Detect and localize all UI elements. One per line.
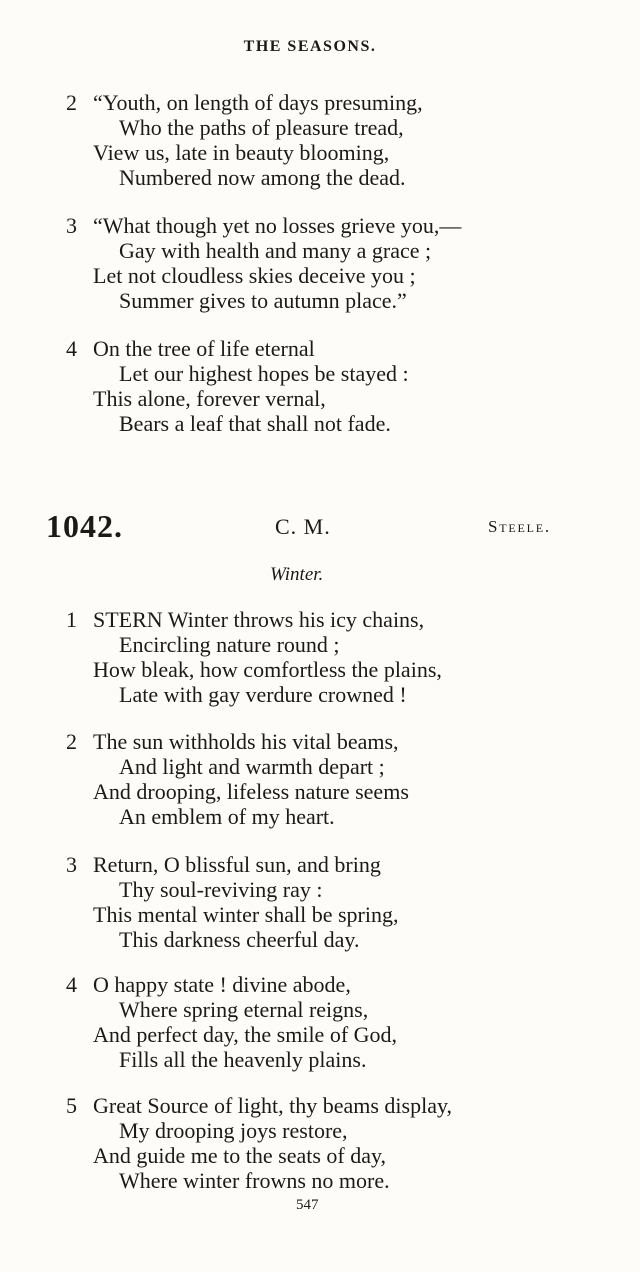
stanza-5: [66, 1093, 586, 1193]
stanza-4-top: [66, 336, 586, 436]
running-head: THE SEASONS.: [243, 38, 377, 55]
hymn-header: [0, 508, 640, 548]
stanza-line: How bleak, how comfortless the plains,: [93, 657, 442, 682]
stanza-line: This alone, forever vernal,: [93, 386, 326, 411]
stanza-line: View us, late in beauty blooming,: [93, 140, 390, 165]
stanza-line: This mental winter shall be spring,: [93, 902, 399, 927]
stanza-line: And guide me to the seats of day,: [93, 1143, 387, 1168]
stanza-number: 3: [66, 213, 77, 238]
stanza-number: 4: [66, 972, 77, 997]
stanza-line: Fills all the heavenly plains.: [119, 1047, 367, 1072]
stanza-line: This darkness cheerful day.: [119, 927, 360, 952]
stanza-number: 5: [66, 1093, 77, 1118]
stanza-number: 2: [66, 729, 77, 754]
stanza-line: Gay with health and many a grace ;: [119, 238, 432, 263]
stanza-number: 1: [66, 607, 77, 632]
hymn-author: Steele.: [488, 517, 551, 536]
hymn-meter: C. M.: [275, 514, 331, 539]
stanza-line: Let not cloudless skies deceive you ;: [93, 263, 416, 288]
stanza-line: Late with gay verdure crowned !: [119, 682, 407, 707]
stanza-line: And light and warmth depart ;: [119, 754, 385, 779]
stanza-line: An emblem of my heart.: [119, 804, 335, 829]
stanza-line: Encircling nature round ;: [119, 632, 340, 657]
stanza-2-top: [66, 90, 586, 190]
stanza-line: And drooping, lifeless nature seems: [93, 779, 409, 804]
stanza-line: Summer gives to autumn place.”: [119, 288, 407, 313]
hymn-subtitle: Winter.: [270, 564, 324, 585]
stanza-line: O happy state ! divine abode,: [93, 972, 351, 997]
stanza-line: “Youth, on length of days presuming,: [93, 90, 423, 115]
stanza-line: Let our highest hopes be stayed :: [119, 361, 409, 386]
stanza-line: The sun withholds his vital beams,: [93, 729, 399, 754]
hymn-number: 1042.: [46, 508, 123, 544]
stanza-line: Great Source of light, thy beams display,: [93, 1093, 453, 1118]
stanza-number: 3: [66, 852, 77, 877]
page-number: 547: [296, 1197, 319, 1213]
stanza-line: “What though yet no losses grieve you,—: [93, 213, 462, 238]
stanza-4: [66, 972, 586, 1072]
stanza-line: Numbered now among the dead.: [119, 165, 406, 190]
stanza-line: My drooping joys restore,: [119, 1118, 348, 1143]
stanza-line: Where winter frowns no more.: [119, 1168, 390, 1193]
stanza-3: [66, 852, 586, 952]
stanza-line: Thy soul-reviving ray :: [119, 877, 323, 902]
stanza-3-top: [66, 213, 586, 313]
stanza-line: Return, O blissful sun, and bring: [93, 852, 381, 877]
stanza-number: 2: [66, 90, 77, 115]
stanza-line: Who the paths of pleasure tread,: [119, 115, 404, 140]
stanza-1: [66, 607, 586, 707]
stanza-number: 4: [66, 336, 77, 361]
stanza-line: On the tree of life eternal: [93, 336, 315, 361]
stanza-line: Where spring eternal reigns,: [119, 997, 369, 1022]
stanza-2: [66, 729, 586, 829]
stanza-line: Bears a leaf that shall not fade.: [119, 411, 391, 436]
stanza-line: And perfect day, the smile of God,: [93, 1022, 398, 1047]
stanza-line: STERN Winter throws his icy chains,: [93, 607, 425, 632]
